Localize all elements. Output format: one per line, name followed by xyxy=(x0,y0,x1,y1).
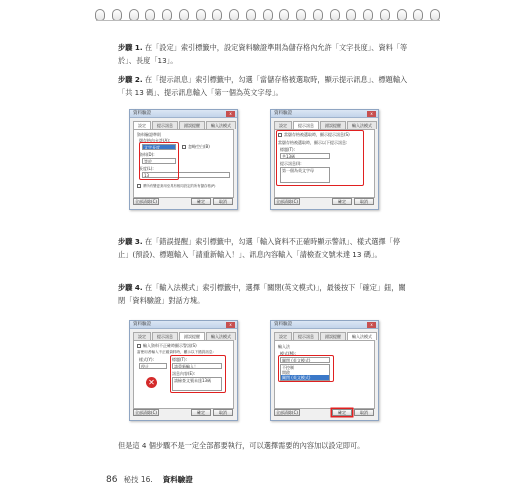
step-1 xyxy=(118,42,408,67)
step-3-text: 在「錯誤提醒」索引標籤中，勾選「輸入資料不正確時顯示警訊」、樣式選擇「停止」(預設)、標題輸入「請重新輸入！」、訊息內容輸入「請檢查文號未達 13 碼」。 xyxy=(118,237,401,259)
close-icon[interactable]: x xyxy=(367,111,376,117)
close-icon[interactable]: x xyxy=(226,322,235,328)
cancel-button[interactable]: 取消 xyxy=(213,198,233,205)
cancel-button[interactable]: 取消 xyxy=(354,409,374,416)
clear-all-button[interactable]: 全部清除(C) xyxy=(133,198,159,205)
tip-number: 秘技 16. xyxy=(123,475,153,484)
mode-option[interactable]: 不控制 xyxy=(282,365,294,370)
criteria-heading: 資料驗證準則 xyxy=(137,132,161,137)
dialog-title: 資料驗證 xyxy=(271,110,378,118)
show-error-check[interactable] xyxy=(137,343,197,348)
page-footer xyxy=(106,474,193,485)
data-select[interactable]: 等於 xyxy=(142,158,176,164)
highlight-box xyxy=(139,142,179,180)
close-icon[interactable]: x xyxy=(367,322,376,328)
input-message-panel xyxy=(274,129,375,198)
checkbox-icon xyxy=(137,344,141,348)
tab-settings[interactable]: 設定 xyxy=(133,332,151,340)
mode-option-selected[interactable]: 關閉 (英文模式) xyxy=(281,375,329,380)
title-label: 標題(T): xyxy=(280,147,295,152)
ok-button[interactable]: 確定 xyxy=(191,198,211,205)
step-4-label: 步驟 4. xyxy=(118,283,143,292)
step-2-label: 步驟 2. xyxy=(118,75,143,84)
step-1-text: 在「設定」索引標籤中，設定資料驗證準則為儲存格內允許「文字長度」、資料「等於」、長度「13」。 xyxy=(118,43,408,65)
step-2-text: 在「提示訊息」索引標籤中，勾選「當儲存格被選取時，顯示提示訊息」、標題輸入「共 13 碼」、提示訊息輸入「第一個為英文字母」。 xyxy=(118,75,408,97)
tab-settings[interactable]: 設定 xyxy=(274,332,292,340)
clear-all-button[interactable]: 全部清除(C) xyxy=(133,409,159,416)
mode-label: 模式(M): xyxy=(280,351,296,356)
mode-select[interactable]: 關閉 (英文模式) xyxy=(280,357,330,363)
dialog-title: 資料驗證 xyxy=(271,321,378,329)
dialog-input-message-screenshot xyxy=(270,109,379,210)
step-4 xyxy=(118,282,408,307)
error-message-label: 訊息內容(E): xyxy=(172,371,195,376)
message-input[interactable]: 第一個為英文字母 xyxy=(280,167,330,183)
tab-ime-mode[interactable]: 輸入法模式 xyxy=(206,332,236,340)
ok-button[interactable]: 確定 xyxy=(191,409,211,416)
title-input[interactable]: 共13碼 xyxy=(280,153,330,159)
settings-panel xyxy=(133,129,234,198)
highlight-box xyxy=(170,355,226,393)
cancel-button[interactable]: 取消 xyxy=(213,409,233,416)
step-3-label: 步驟 3. xyxy=(118,237,143,246)
tab-error-alert[interactable]: 錯誤提醒 xyxy=(320,121,346,129)
show-message-label: 當儲存格被選取時，顯示提示訊息(S) xyxy=(284,132,350,137)
apply-all[interactable] xyxy=(137,184,216,189)
error-title-label: 標題(T): xyxy=(172,357,187,362)
stop-error-icon: ✕ xyxy=(146,377,157,388)
message-label: 提示訊息(I): xyxy=(280,161,302,166)
tab-input-message[interactable]: 提示訊息 xyxy=(293,121,319,129)
tab-ime-mode[interactable]: 輸入法模式 xyxy=(206,121,236,129)
apply-all-label: 將所有變更套用至具有相同設定的所有儲存格(P) xyxy=(143,184,216,188)
tab-settings[interactable]: 設定 xyxy=(274,121,292,129)
message-section-heading: 當儲存格被選取時，顯示以下提示訊息: xyxy=(278,140,348,145)
error-message-input[interactable]: 請檢查文號未達13碼 xyxy=(172,377,222,391)
tab-ime-mode[interactable]: 輸入法模式 xyxy=(347,121,377,129)
ignore-blank[interactable] xyxy=(182,144,210,149)
step-4-text: 在「輸入法模式」索引標籤中，選擇「關閉(英文模式)」，最後按下「確定」鈕，關閉「資料驗證」對話方塊。 xyxy=(118,283,406,305)
tab-input-message[interactable]: 提示訊息 xyxy=(152,121,178,129)
data-label: 資料(D): xyxy=(139,152,155,157)
error-section-heading: 當使用者輸入不正確資料時，顯示以下錯誤訊息: xyxy=(137,350,214,354)
tab-ime-mode[interactable]: 輸入法模式 xyxy=(347,332,377,340)
step-1-label: 步驟 1. xyxy=(118,43,143,52)
checkbox-icon xyxy=(137,184,141,188)
ime-section-heading: 輸入法 xyxy=(278,344,290,349)
ok-button[interactable]: 確定 xyxy=(332,198,352,205)
tab-error-alert[interactable]: 錯誤提醒 xyxy=(179,121,205,129)
step-3 xyxy=(118,236,408,261)
error-alert-panel xyxy=(133,340,234,409)
dialog-title: 資料驗證 xyxy=(130,110,237,118)
close-icon[interactable]: x xyxy=(226,111,235,117)
dialog-settings-screenshot xyxy=(129,109,238,210)
length-input[interactable]: 13 xyxy=(142,172,230,178)
closing-paragraph: 但是這 4 個步驟不是一定全部都要執行，可以選擇需要的內容加以設定即可。 xyxy=(118,441,365,450)
style-select[interactable]: 停止 xyxy=(139,363,167,369)
allow-select[interactable]: 文字長度 xyxy=(142,144,176,150)
dialog-ime-mode-screenshot xyxy=(270,320,379,421)
highlight-box xyxy=(276,130,364,186)
dialog-title: 資料驗證 xyxy=(130,321,237,329)
highlight-box xyxy=(278,355,334,382)
tab-error-alert[interactable]: 錯誤提醒 xyxy=(320,332,346,340)
error-title-input[interactable]: 請重新輸入！ xyxy=(172,363,222,369)
page-number: 86 xyxy=(106,475,118,485)
paper-edge xyxy=(96,20,440,21)
show-error-label: 輸入資料不正確時顯示警訊(S) xyxy=(143,343,197,348)
mode-option[interactable]: 開啟 xyxy=(282,370,290,375)
allow-label: 儲存格內允許(A): xyxy=(139,138,171,143)
checkbox-icon xyxy=(182,145,186,149)
footer-topic: 資料驗證 xyxy=(162,475,193,484)
length-label: 長度(L): xyxy=(139,166,154,171)
dialog-error-alert-screenshot xyxy=(129,320,238,421)
clear-all-button[interactable]: 全部清除(C) xyxy=(274,198,300,205)
cancel-button[interactable]: 取消 xyxy=(354,198,374,205)
clear-all-button[interactable]: 全部清除(C) xyxy=(274,409,300,416)
tab-error-alert[interactable]: 錯誤提醒 xyxy=(179,332,205,340)
tab-settings[interactable]: 設定 xyxy=(133,121,151,129)
ok-button[interactable]: 確定 xyxy=(332,409,352,416)
step-2 xyxy=(118,74,408,99)
style-label: 樣式(Y): xyxy=(139,357,154,362)
ime-mode-panel xyxy=(274,340,375,409)
tab-input-message[interactable]: 提示訊息 xyxy=(293,332,319,340)
ignore-blank-label: 忽略空白(B) xyxy=(188,144,210,149)
tab-input-message[interactable]: 提示訊息 xyxy=(152,332,178,340)
